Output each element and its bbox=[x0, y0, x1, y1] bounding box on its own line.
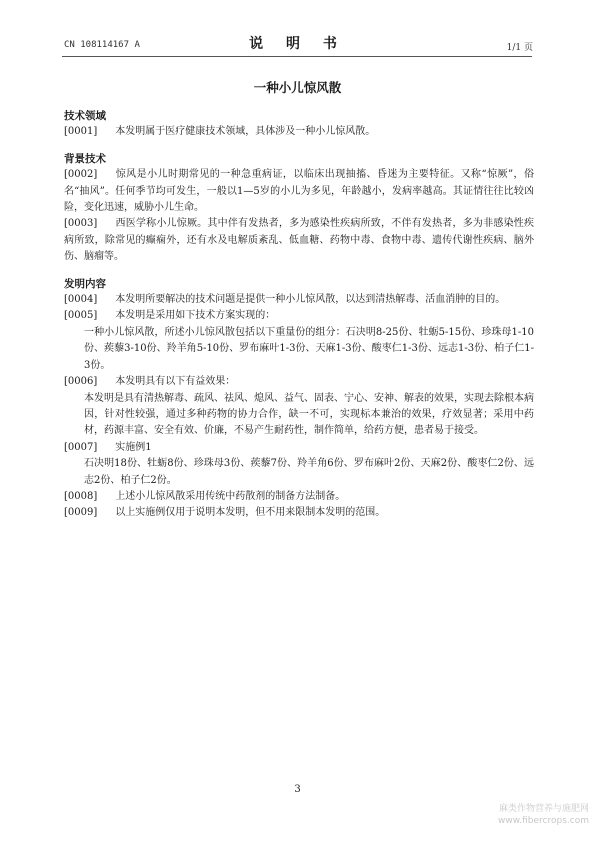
paragraph-number: [0007] bbox=[64, 441, 98, 453]
paragraph-number: [0003] bbox=[64, 218, 98, 230]
paragraph-text: 本发明是采用如下技术方案实现的： bbox=[115, 310, 276, 322]
header-divider bbox=[62, 56, 532, 57]
section-heading-background: 背景技术 bbox=[64, 152, 106, 165]
paragraph-text: 西医学称小儿惊厥。其中伴有发热者，多为感染性疾病所致，不伴有发热者，多为非感染性疾病所致，除常见的癫痫外，还有水及电解质紊乱、低血糖、药物中毒、食物中毒、遗传代谢性疾病、脑外伤、脑瘤等。 bbox=[64, 218, 534, 263]
paragraph-0004 bbox=[64, 292, 534, 308]
paragraph-text: 惊风是小儿时期常见的一种急重病证，以临床出现抽搐、昏迷为主要特征。又称“惊厥”，俗名“抽风”。任何季节均可发生，一般以1—5岁的小儿为多见，年龄越小，发病率越高。其证情往往比较凶险，变化迅速，威胁小儿生命。 bbox=[64, 169, 534, 214]
paragraph-text: 本发明具有以下有益效果： bbox=[115, 376, 236, 388]
paragraph-text: 实施例1 bbox=[115, 441, 152, 453]
watermark-url: www.fibercrops.com bbox=[498, 816, 589, 826]
section-heading-tech-field: 技术领域 bbox=[64, 110, 106, 122]
page-indicator: 1/1 页 bbox=[506, 43, 533, 53]
paragraph-text: 上述小儿惊风散采用传统中药散剂的制备方法制备。 bbox=[115, 490, 346, 502]
paragraph-0007 bbox=[64, 440, 534, 456]
paragraph-0001 bbox=[64, 124, 534, 140]
paragraph-text: 以上实施例仅用于说明本发明，但不用来限制本发明的范围。 bbox=[115, 507, 386, 519]
paragraph-number: [0005] bbox=[64, 310, 98, 322]
document-body bbox=[64, 108, 534, 522]
watermark bbox=[498, 803, 589, 827]
paragraph-text: 本发明属于医疗健康技术领域，具体涉及一种小儿惊风散。 bbox=[115, 126, 376, 138]
paragraph-0009 bbox=[64, 505, 534, 521]
paragraph-0005-formula: 一种小儿惊风散，所述小儿惊风散包括以下重量份的组分：石决明8-25份、牡蛎5-15份、珍珠母1-10份、蒺藜3-10份、羚羊角5-10份、罗布麻叶1-3份、天麻1-3份、酸枣仁1-3份、远志1-3份、柏子仁1-3份。 bbox=[84, 326, 534, 371]
paragraph-0003 bbox=[64, 216, 534, 265]
paragraph-0002 bbox=[64, 167, 534, 216]
paragraph-0007-example: 石决明18份、牡蛎8份、珍珠母3份、蒺藜7份、羚羊角6份、罗布麻叶2份、天麻2份、酸枣仁2份、远志2份、柏子仁2份。 bbox=[84, 458, 534, 486]
paragraph-number: [0002] bbox=[64, 169, 98, 181]
paragraph-text: 本发明所要解决的技术问题是提供一种小儿惊风散，以达到清热解毒、活血消肿的目的。 bbox=[115, 294, 506, 306]
header-title: 说 明 书 bbox=[249, 36, 346, 52]
paragraph-number: [0006] bbox=[64, 376, 98, 388]
paragraph-number: [0008] bbox=[64, 490, 98, 502]
paragraph-0006 bbox=[64, 374, 534, 390]
document-title: 一种小儿惊风散 bbox=[253, 80, 342, 95]
paragraph-number: [0004] bbox=[64, 294, 98, 306]
paragraph-number: [0009] bbox=[64, 507, 98, 519]
paragraph-0006-effects: 本发明是具有清热解毒、疏风、祛风、熄风、益气、固表、宁心、安神、解表的效果，实现去除根本病因，针对性较强，通过多种药物的协力合作，缺一不可，实现标本兼治的效果，疗效显著；采用中药材，药源丰富、安全有效、价廉，不易产生耐药性，制作简单，给药方便，患者易于接受。 bbox=[84, 392, 534, 437]
section-heading-invention: 发明内容 bbox=[64, 277, 106, 290]
paragraph-0008 bbox=[64, 489, 534, 505]
watermark-site-name: 麻类作物营养与施肥网 bbox=[498, 804, 589, 814]
paragraph-number: [0001] bbox=[64, 126, 98, 138]
page-number: 3 bbox=[294, 784, 301, 795]
paragraph-0005 bbox=[64, 308, 534, 324]
patent-number: CN 108114167 A bbox=[64, 40, 140, 50]
